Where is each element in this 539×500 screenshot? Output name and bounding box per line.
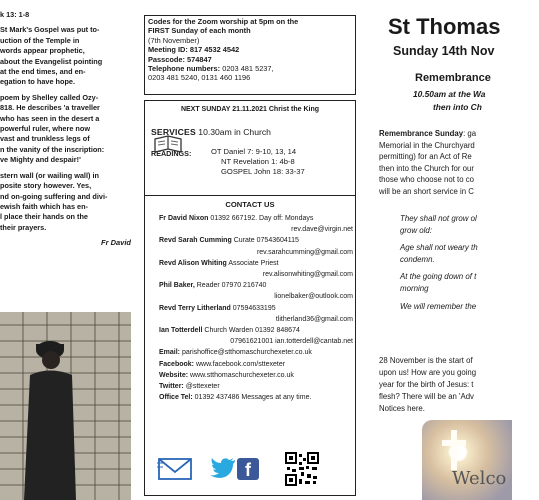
- contact-line: Phil Baker, Reader 07970 216740: [159, 282, 267, 290]
- contact-lines: [159, 213, 355, 403]
- contact-line: Email: parishoffice@stthomaschurchexeter.co.uk: [159, 349, 312, 357]
- reflection-line: egation to have hope.: [0, 77, 76, 87]
- body1-line: permitting) for an Act of Re: [379, 152, 472, 162]
- poem-line: They shall not grow ol: [400, 214, 477, 223]
- contact-line: Revd Terry Litherland 07594633195: [159, 304, 276, 312]
- reflection-line: powerful ruler, where now: [0, 124, 91, 134]
- next-service-heading: NEXT SUNDAY 21.11.2021 Christ the King: [180, 106, 320, 113]
- meeting-id: Meeting ID: 817 4532 4542: [148, 45, 240, 55]
- contact-line: rev.alisonwhiting@gmail.com: [262, 271, 353, 279]
- reflection-line: poem by Shelley called Ozy-: [0, 92, 99, 102]
- poem-line: grow old:: [400, 225, 433, 235]
- church-title: St Thomas: [388, 14, 501, 39]
- reflection-line: ewish faith which has en-: [0, 201, 88, 211]
- remembrance-subheading: [413, 88, 485, 114]
- reading-gospel: GOSPEL John 18: 33-37: [221, 167, 305, 176]
- poem-line: We will remember the: [400, 301, 477, 311]
- contact-line: Fr David Nixon 01392 667192. Day off: Mondays: [159, 215, 314, 222]
- reflection-line: ve Mighty and despair!': [0, 155, 81, 165]
- body2-line: Notices here.: [379, 404, 425, 413]
- zoom-line-3: (7th November): [148, 35, 200, 45]
- welcome-text: Welco: [452, 468, 507, 489]
- reflection-line: n the vanity of the inscription:: [0, 144, 105, 154]
- middle-column: [140, 0, 360, 500]
- phone-2: 0203 481 5240, 0131 460 1196: [148, 73, 251, 83]
- contact-line: 07961621001 ian.totterdell@cantab.net: [230, 338, 353, 346]
- poem-line: condemn.: [400, 254, 435, 264]
- passcode: Passcode: 574847: [148, 54, 212, 64]
- poem-line: Age shall not weary th: [400, 243, 478, 253]
- signature: Fr David: [100, 238, 131, 248]
- reflection-line: posite story however. Yes,: [0, 181, 92, 191]
- contact-line: Facebook: www.facebook.com/sttexeter: [159, 360, 286, 368]
- remembrance-poem: [400, 213, 478, 318]
- reflection-para-3: [0, 171, 131, 233]
- contact-line: tlitherland36@gmail.com: [275, 315, 353, 323]
- contact-line: lionelbaker@outlook.com: [274, 293, 353, 301]
- body1-line: those who choose not to co: [379, 175, 474, 185]
- contact-line: Revd Alison Whiting Associate Priest: [159, 259, 279, 267]
- welcome-image: [422, 420, 512, 500]
- poem-line: At the going down of t: [400, 272, 477, 282]
- reflection-line: nd on-going suffering and divi-: [0, 191, 108, 201]
- body1-line: then into the Church for our: [379, 163, 474, 173]
- contact-line: rev.dave@virgin.net: [291, 226, 353, 234]
- contact-heading: CONTACT US: [225, 200, 275, 209]
- advent-body: [379, 355, 476, 415]
- services-label: SERVICES: [151, 127, 196, 137]
- reflection-line: about the Evangelist pointing: [0, 56, 103, 66]
- services-value: 10.30am in Church: [198, 127, 271, 137]
- contact-box: [144, 196, 356, 496]
- reflection-line: at the end times, and en-: [0, 67, 86, 77]
- phone-1: 0203 481 5237,: [222, 64, 274, 74]
- reflection-heading: k 13: 1-8: [0, 10, 30, 19]
- reflection-line: their prayers.: [0, 222, 47, 232]
- reflection-para-1: [0, 25, 131, 87]
- service-date: Sunday 14th Nov: [393, 44, 495, 58]
- subheading-line-1: 10.50am at the Wa: [413, 89, 486, 99]
- subheading-line-2: then into Ch: [433, 102, 482, 112]
- remembrance-body: [379, 128, 539, 198]
- right-column: [370, 0, 507, 500]
- reflection-line: St Mark's Gospel was put to-: [0, 25, 100, 35]
- body1-line: Memorial in the Churchyard: [379, 140, 475, 150]
- contact-line: Website: www.stthomaschurchexeter.co.uk: [159, 371, 294, 379]
- email-icon[interactable]: [157, 454, 193, 484]
- reflection-line: l place their hands on the: [0, 212, 88, 222]
- qr-code-icon[interactable]: [285, 452, 319, 486]
- contact-line: rev.sarahcumming@gmail.com: [256, 248, 353, 256]
- reflection-text: [0, 0, 131, 249]
- reading-ot: OT Daniel 7: 9-10, 13, 14: [211, 147, 297, 156]
- body1-line: : ga: [463, 129, 477, 138]
- readings-label: READINGS:: [151, 149, 192, 158]
- twitter-icon[interactable]: [209, 454, 237, 482]
- reading-nt: NT Revelation 1: 4b-8: [221, 157, 295, 166]
- body2-line: year for the birth of Jesus: t: [379, 380, 474, 389]
- body1-line: will be an short service in C: [379, 186, 474, 196]
- bible-icon: [153, 133, 183, 155]
- contact-line: Twitter: @sttexeter: [159, 383, 220, 391]
- reflection-line: who has seen in the desert a: [0, 113, 100, 123]
- reflection-line: 818. He describes 'a traveller: [0, 103, 100, 113]
- reflection-para-2: [0, 93, 131, 166]
- left-column: [0, 0, 131, 500]
- contact-line: Revd Sarah Cumming Curate 07543604115: [159, 237, 299, 245]
- remembrance-bold: Remembrance Sunday: [379, 129, 464, 138]
- contact-line: Ian Totterdell Church Warden 01392 848674: [159, 327, 300, 335]
- body2-line: 28 November is the start of: [379, 356, 473, 365]
- next-service-box: [144, 100, 356, 196]
- contact-line: Office Tel: 01392 437486 Messages at any time.: [159, 394, 312, 402]
- praying-man-figure: [20, 330, 80, 500]
- reflection-line: stern wall (or wailing wall) in: [0, 170, 99, 180]
- reflection-line: uction of the Temple in: [0, 35, 80, 45]
- body2-line: upon us! How are you going: [379, 368, 477, 377]
- facebook-icon[interactable]: f: [237, 458, 259, 480]
- remembrance-heading: Remembrance: [415, 72, 491, 84]
- zoom-line-1: Codes for the Zoom worship at 5pm on the: [148, 17, 299, 26]
- body2-line: flesh? There will be an 'Adv: [379, 392, 474, 401]
- phone-label: Telephone numbers:: [148, 64, 221, 74]
- zoom-line-2: FIRST Sunday of each month: [148, 26, 251, 36]
- zoom-info-box: [144, 15, 356, 95]
- poem-line: morning: [400, 283, 429, 293]
- reflection-line: words appear prophetic,: [0, 46, 85, 56]
- reflection-line: vast and trunkless legs of: [0, 134, 90, 144]
- cross-icon: [439, 430, 469, 470]
